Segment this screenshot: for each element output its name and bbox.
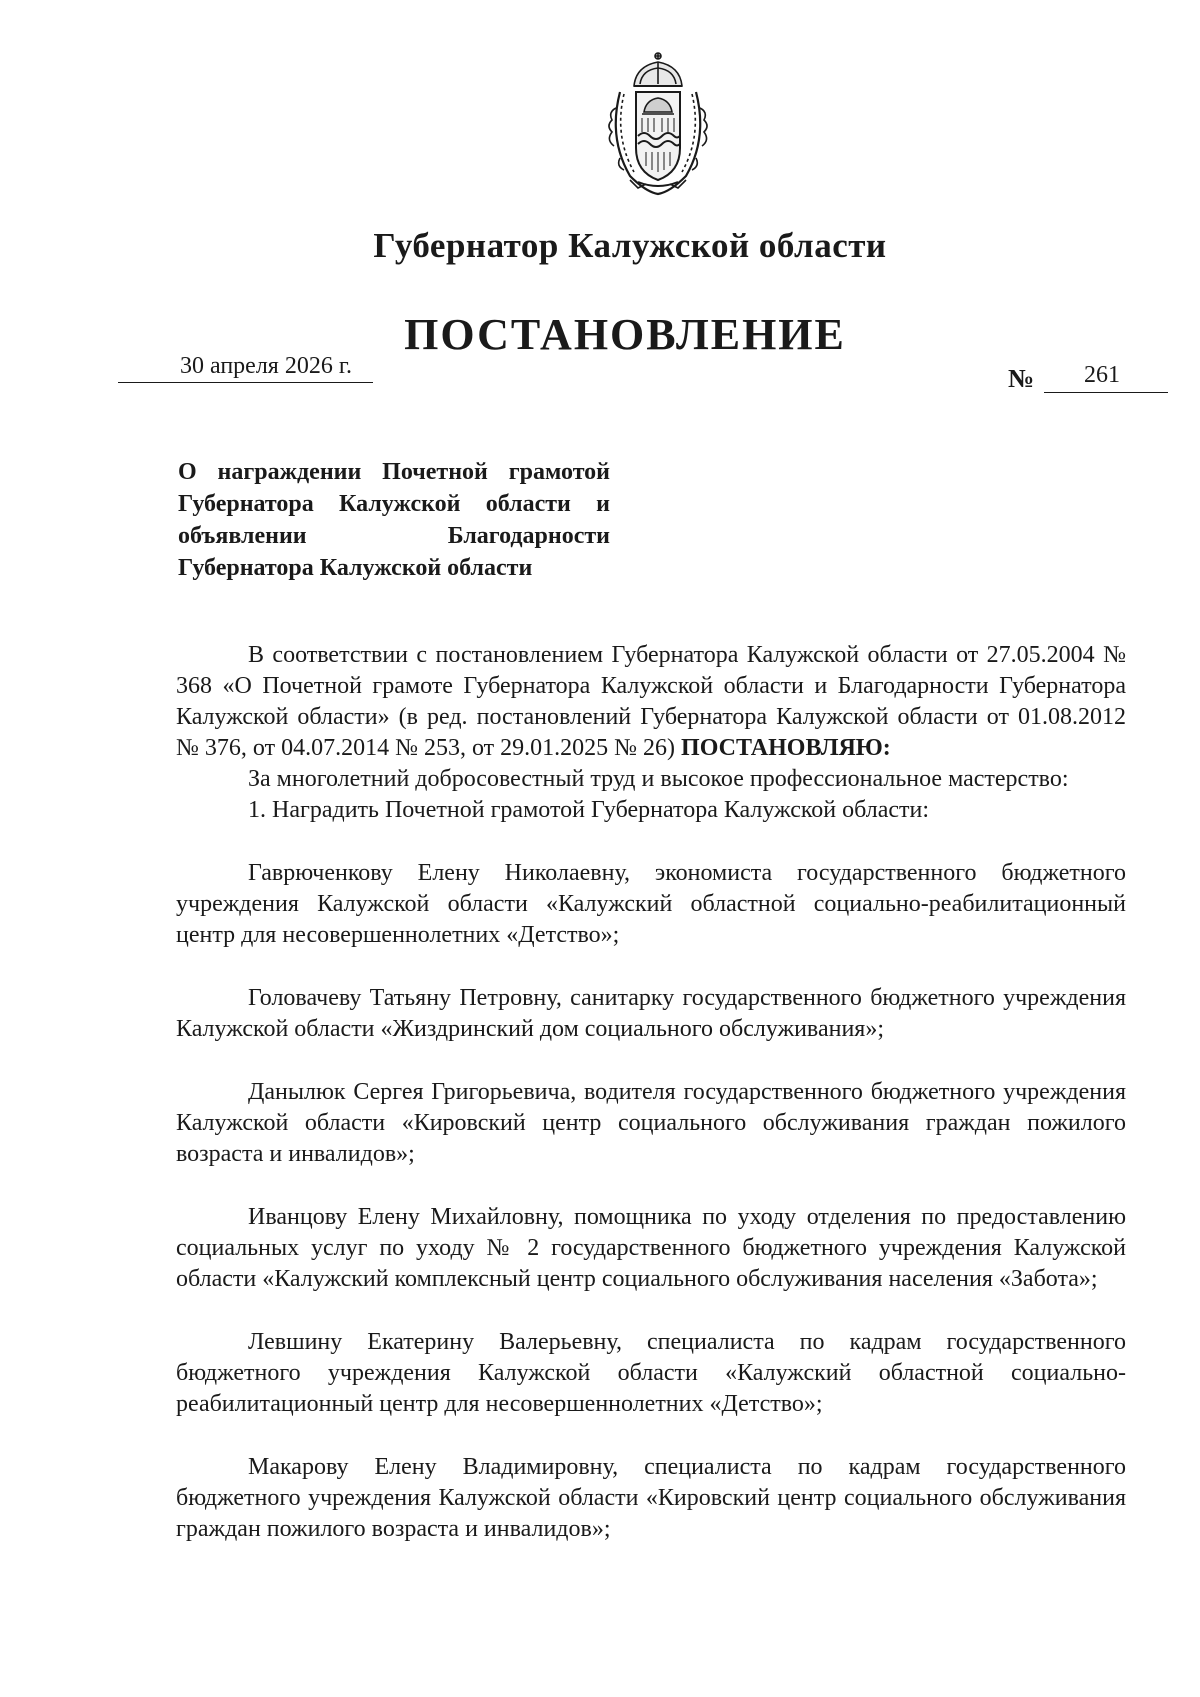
list-item: Иванцову Елену Михайловну, помощника по уходу отделения по предоставлению социальных услуг по уходу № 2 государственного бюджетного учреждения Калужской области «Калужский комплексный центр социального обслуживания населения «Забота»; [176, 1204, 1126, 1292]
number-sign: № [1008, 364, 1035, 393]
preamble-paragraph [176, 640, 1126, 764]
awardee-list [176, 858, 1126, 1545]
document-type-heading: ПОСТАНОВЛЕНИЕ [404, 310, 846, 359]
reason-paragraph: За многолетний добросовестный труд и высокое профессиональное мастерство: [248, 766, 1069, 792]
item-1-paragraph: 1. Наградить Почетной грамотой Губернатора Калужской области: [248, 797, 930, 823]
list-item: Головачеву Татьяну Петровну, санитарку государственного бюджетного учреждения Калужской области «Жиздринский дом социального обслуживания»; [176, 985, 1126, 1042]
list-item: Гаврюченкову Елену Николаевну, экономиста государственного бюджетного учреждения Калужской области «Калужский областной социально-реабилитационный центр для несовершеннолетних «Детство»; [176, 860, 1126, 948]
list-item: Макарову Елену Владимировну, специалиста по кадрам государственного бюджетного учреждения Калужской области «Кировский центр социального обслуживания граждан пожилого возраста и инвалидов»; [176, 1454, 1126, 1542]
document-body [176, 640, 1126, 1577]
decree-word: ПОСТАНОВЛЯЮ: [681, 735, 891, 761]
preamble-text: В соответствии с постановлением Губернатора Калужской области от 27.05.2004 № 368 «О Почетной грамоте Губернатора Калужской области и Благодарности Губернатора Калужской области» (в ред. постановлений Губернатора Калужской области от 01.08.2012 № 376, от 04.07.2014 № 253, от 29.01.2025 № 26) [176, 642, 1126, 761]
document-number: 261 [1084, 362, 1120, 388]
issuer-title: Губернатор Калужской области [373, 226, 887, 265]
document-date: 30 апреля 2026 г. [180, 353, 352, 379]
kaluga-coat-of-arms-icon [590, 48, 726, 198]
list-item: Левшину Екатерину Валерьевну, специалиста по кадрам государственного бюджетного учреждения Калужской области «Калужский областной социально-реабилитационный центр для несовершеннолетних «Детство»; [176, 1329, 1126, 1417]
document-subject: О награждении Почетной грамотой Губернатора Калужской области и объявлении Благодарности Губернатора Калужской области [178, 459, 610, 581]
list-item: Данылюк Сергея Григорьевича, водителя государственного бюджетного учреждения Калужской области «Кировский центр социального обслуживания граждан пожилого возраста и инвалидов»; [176, 1079, 1126, 1167]
